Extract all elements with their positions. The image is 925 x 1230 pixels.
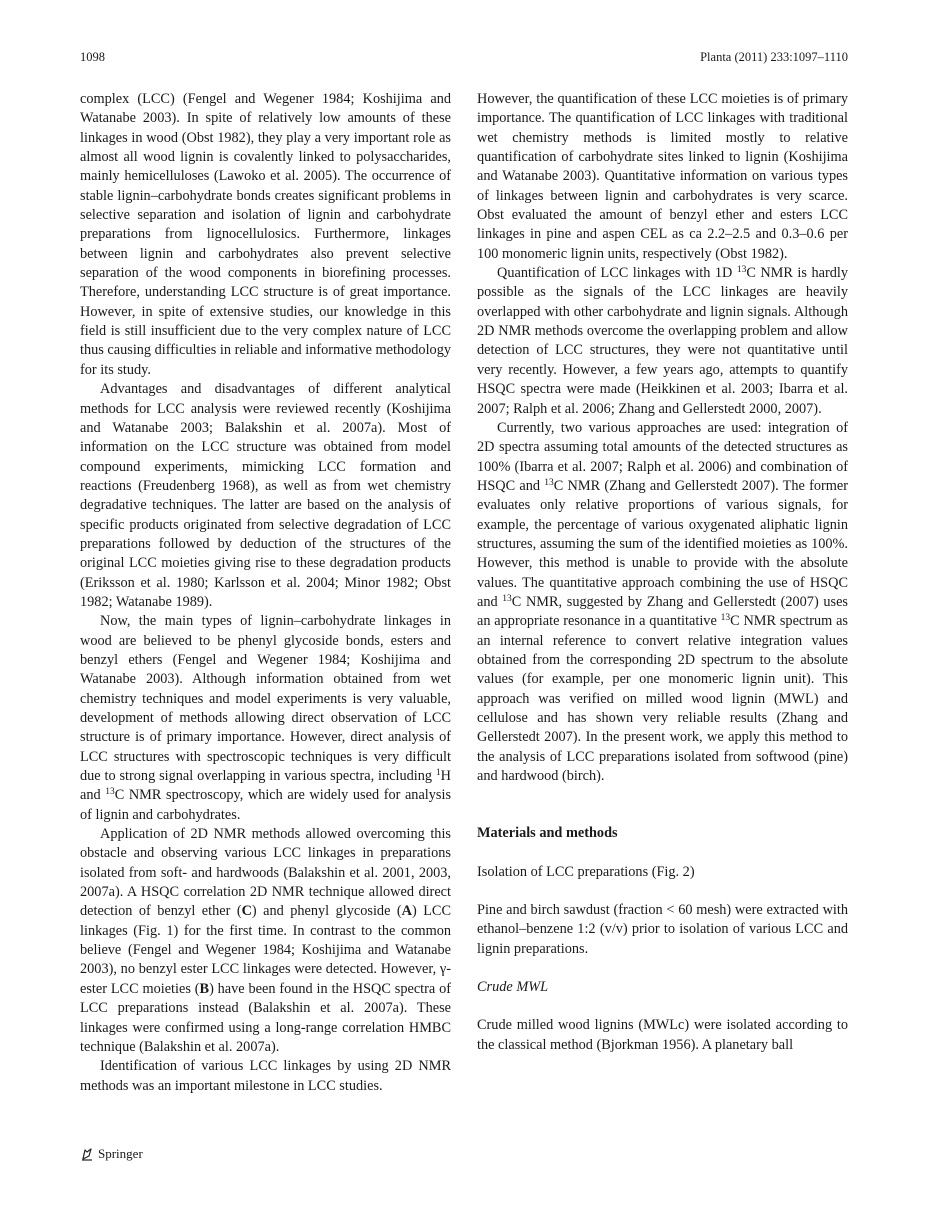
left-column [80,90,451,1096]
paragraph: Quantification of LCC linkages with 1D $^{13}$C NMR is hardly possible as the signals of the LCC linkages are heavily overlapped with other carbohydrate and lignin signals. Although 2D NMR methods overcome the overlapping problem and allow detection of LCC structures, they were not quantitative until very recently. However, a few years ago, attempts to quantify HSQC spectra were made (Heikkinen et al. 2003; Ibarra et al. 2007; Ralph et al. 2006; Zhang and Gellerstedt 2000, 2007). [477,265,848,417]
paragraph: Application of 2D NMR methods allowed overcoming this obstacle and observing various LCC linkages in preparations isolated from soft- and hardwoods (Balakshin et al. 2001, 2003, 2007a). A HSQC correlation 2D NMR technique allowed direct detection of benzyl ether (C) and phenyl glycoside (A) LCC linkages (Fig. 1) for the first time. In contrast to the common believe (Fengel and Wegener 1984; Koshijima and Watanabe 2003), no benzyl ester LCC linkages were detected. However, γ-ester LCC moieties (B) have been found in the HSQC spectra of LCC preparations instead (Balakshin et al. 2007a). These linkages were confirmed using a long-range correlation HMBC technique (Balakshin et al. 2007a). [80,826,451,1055]
paragraph: Identification of various LCC linkages by using 2D NMR methods was an important milestone in LCC studies. [80,1058,451,1094]
paragraph: Crude milled wood lignins (MWLc) were isolated according to the classical method (Bjorkman 1956). A planetary ball [477,1017,848,1053]
paragraph: Now, the main types of lignin–carbohydrate linkages in wood are believed to be phenyl glycoside bonds, esters and benzyl ethers (Fengel and Wegener 1984; Koshijima and Watanabe 2003). Although information obtained from wet chemistry techniques and model experiments is very valuable, development of methods allowing direct observation of LCC structure is of primary importance. However, direct analysis of LCC structures with spectroscopic techniques is very difficult due to strong signal overlapping in various spectra, including $^1$H and $^{13}$C NMR spectroscopy, which are widely used for analysis of lignin and carbohydrates. [80,613,452,823]
journal-citation: Planta (2011) 233:1097–1110 [700,50,848,64]
paragraph: Pine and birch sawdust (fraction < 60 mesh) were extracted with ethanol–benzene 1:2 (v/v) prior to isolation of various LCC and lignin preparations. [477,902,848,957]
section-heading: Materials and methods [477,825,618,842]
paragraph: Advantages and disadvantages of different analytical methods for LCC analysis were reviewed recently (Koshijima and Watanabe 2003; Balakshin et al. 2007a). Most of information on the LCC structure was obtained from model compound experiments, mimicking LCC formation and reactions (Freudenberg 1968), as well as from wet chemistry degradative techniques. The latter are based on the analysis of specific products originated from selective degradation of LCC preparations followed by deduction of the structures of the original LCC moieties giving rise to these degradation products (Eriksson et al. 1980; Karlsson et al. 2004; Minor 1982; Obst 1982; Watanabe 1989). [80,381,451,610]
springer-logo-icon [80,1147,94,1161]
publisher-name: Springer [98,1146,143,1161]
right-column [477,90,848,1055]
paragraph: Currently, two various approaches are used: integration of 2D spectra assuming total amounts of the detected structures as 100% (Ibarra et al. 2007; Ralph et al. 2006) and combination of HSQC and $^{13}$C NMR (Zhang and Gellerstedt 2007). The former evaluates only relative proportions of various signals, for example, the percentage of various oxygenated aliphatic lignin structures, assuming the sum of the identified moieties as 100%. However, this method is unable to provide with the absolute values. The quantitative approach combining the use of HSQC and $^{13}$C NMR, suggested by Zhang and Gellerstedt (2007) uses an appropriate resonance in a quantitative $^{13}$C NMR spectrum as an internal reference to convert relative integration values obtained from the corresponding 2D spectrum to the absolute values (for example, per one monomeric lignin unit). This approach was verified on milled wood lignin (MWL) and cellulose and has shown very reliable results (Zhang and Gellerstedt 2007). In the present work, we apply this method to the analysis of LCC preparations isolated from softwood (pine) and hardwood (birch). [477,419,848,785]
paragraph: However, the quantification of these LCC moieties is of primary importance. The quantification of LCC linkages with traditional wet chemistry methods is limited mostly to relative quantification of carbohydrate sites linked to lignin (Koshijima and Watanabe 2003). Quantitative information on various types of linkages between lignin and carbohydrates is very scarce. Obst evaluated the amount of benzyl ether and esters LCC linkages in pine and aspen CEL as ca 2.2–2.5 and 0.3–0.6 per 100 monomeric lignin units, respectively (Obst 1982). [477,91,848,262]
subsection-heading: Isolation of LCC preparations (Fig. 2) [477,863,695,880]
page-number: 1098 [80,50,105,64]
subsubsection-heading: Crude MWL [477,979,549,996]
publisher-footer [80,1146,143,1162]
paragraph: complex (LCC) (Fengel and Wegener 1984; Koshijima and Watanabe 2003). In spite of relatively low amounts of these linkages in wood (Obst 1982), they play a very important role as almost all wood lignin is covalently linked to polysaccharides, mainly hemicelluloses (Lawoko et al. 2005). The occurrence of stable lignin–carbohydrate bonds creates significant problems in selective separation and isolation of lignin and carbohydrate preparations from lignocellulosics. Furthermore, linkages between lignin and carbohydrates also prevent selective separation of the wood components in biorefining processes. Therefore, understanding LCC structure is of great importance. However, in spite of extensive studies, our knowledge in this field is still insufficient due to the very complex nature of LCC thus causing difficulties in reliable and informative methodology for its study. [80,91,451,378]
